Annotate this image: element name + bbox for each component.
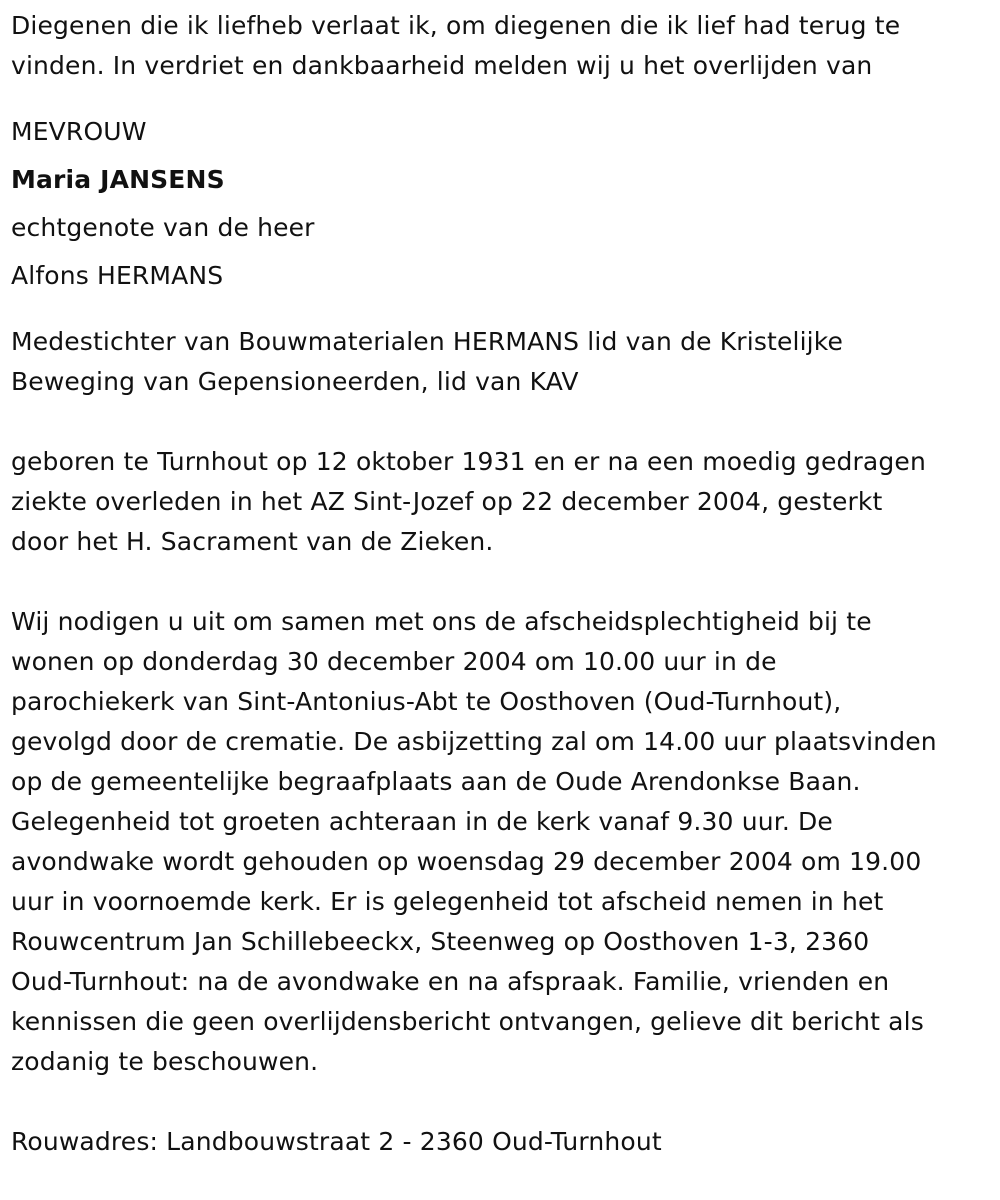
spouse-name: Alfons HERMANS <box>11 261 224 290</box>
text-line: ziekte overleden in het AZ Sint-Jozef op 22 december 2004, gesterkt <box>11 487 883 516</box>
text-line: geboren te Turnhout op 12 oktober 1931 en er na een moedig gedragen <box>11 447 926 476</box>
intro-paragraph <box>11 6 991 86</box>
text-line: Oud-Turnhout: na de avondwake en na afspraak. Familie, vrienden en <box>11 967 890 996</box>
obituary-notice <box>11 6 991 1162</box>
deceased-name: Maria JANSENS <box>11 165 225 194</box>
text-line: avondwake wordt gehouden op woensdag 29 december 2004 om 19.00 <box>11 847 922 876</box>
honorific-title: MEVROUW <box>11 117 147 146</box>
text-line: Medestichter van Bouwmaterialen HERMANS lid van de Kristelijke <box>11 327 844 356</box>
text-line: gevolgd door de crematie. De asbijzetting zal om 14.00 uur plaatsvinden <box>11 727 937 756</box>
text-line: door het H. Sacrament van de Zieken. <box>11 527 494 556</box>
text-line: zodanig te beschouwen. <box>11 1047 319 1076</box>
text-line: Wij nodigen u uit om samen met ons de afscheidsplechtigheid bij te <box>11 607 872 636</box>
mourning-address <box>11 1122 991 1162</box>
address-line: Rouwadres: Landbouwstraat 2 - 2360 Oud-Turnhout <box>11 1127 662 1156</box>
text-line: kennissen die geen overlijdensbericht ontvangen, gelieve dit bericht als <box>11 1007 924 1036</box>
text-line: vinden. In verdriet en dankbaarheid melden wij u het overlijden van <box>11 51 873 80</box>
affiliations-paragraph <box>11 322 991 402</box>
text-line: op de gemeentelijke begraafplaats aan de Oude Arendonkse Baan. <box>11 767 861 796</box>
text-line: Gelegenheid tot groeten achteraan in de kerk vanaf 9.30 uur. De <box>11 807 833 836</box>
deceased-block <box>11 108 991 300</box>
text-line: Beweging van Gepensioneerden, lid van KAV <box>11 367 579 396</box>
relation-text: echtgenote van de heer <box>11 213 315 242</box>
text-line: uur in voornoemde kerk. Er is gelegenheid tot afscheid nemen in het <box>11 887 884 916</box>
text-line: Rouwcentrum Jan Schillebeeckx, Steenweg op Oosthoven 1-3, 2360 <box>11 927 870 956</box>
life-paragraph <box>11 442 991 562</box>
text-line: parochiekerk van Sint-Antonius-Abt te Oosthoven (Oud-Turnhout), <box>11 687 842 716</box>
text-line: wonen op donderdag 30 december 2004 om 10.00 uur in de <box>11 647 777 676</box>
text-line: Diegenen die ik liefheb verlaat ik, om diegenen die ik lief had terug te <box>11 11 901 40</box>
ceremony-paragraph <box>11 602 991 1082</box>
